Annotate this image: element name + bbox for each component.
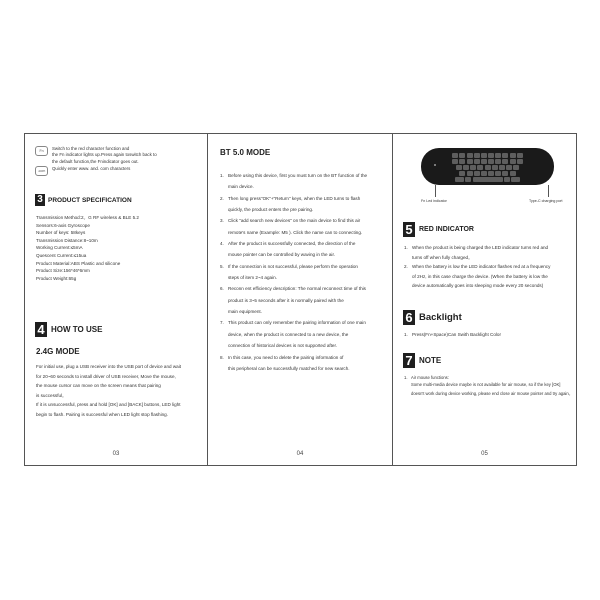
step-item: 5. If the connection is not successful, please perform the operation steps of item 2~4 again. <box>220 263 358 281</box>
callout-fn-led: Fn Led indicator <box>421 199 447 203</box>
howto-line: If it is unsuccessful, press and hold [OK] and [BACK] buttons, LED light <box>36 402 181 407</box>
fn-key-description <box>35 146 208 165</box>
section-title: Backlight <box>419 312 462 323</box>
section-title: NOTE <box>419 356 442 365</box>
page-number: 04 <box>296 451 304 457</box>
spec-item: Quescent Current:≤15ua <box>36 252 87 258</box>
note-heading <box>403 353 441 368</box>
step-item: 6. Reconn ent efficiency description: The normal reconnect time of this product is 3~5 seconds after it is normally paired with the main equipment. <box>220 286 366 315</box>
section-number: 6 <box>403 310 415 325</box>
section-number: 4 <box>35 322 47 337</box>
spec-item: Product Size:156*46*6mm <box>36 268 90 274</box>
bt-steps <box>220 170 386 374</box>
howto-line: is successful。 <box>36 392 67 398</box>
spec-item: Product Weight:65g <box>36 275 77 281</box>
www-key-icon: .com <box>35 166 48 176</box>
step-item: 2. Then long press"OK"+"Return" keys, when the LED turns to flash quickly, the product enters the pre pairing. <box>220 195 361 213</box>
backlight-list <box>404 330 501 340</box>
red-indicator-list <box>404 243 572 291</box>
callout-line-right <box>548 185 549 197</box>
spec-list <box>36 214 139 282</box>
step-item: 7. This product can only remember the pairing information of one main device, when the product is connected to a new device, the connection of historical devices is not supported after. <box>220 320 366 349</box>
red-indicator-heading <box>403 222 474 237</box>
howto-line: For initial use, plug a USB receiver into the USB port of device and wait <box>36 364 182 369</box>
spec-item: Sensors:6-axis Gyroscope <box>36 222 90 228</box>
section-number: 7 <box>403 353 415 368</box>
spec-heading <box>35 194 132 206</box>
spec-item: Transmission Distance:8~10m <box>36 237 98 243</box>
howto-line: the mouse cursor can move on the screen means that pairing <box>36 383 161 388</box>
spec-item: Product Material:ABS Plastic and silicone <box>36 260 121 266</box>
spec-item: Number of keys: 58keys <box>36 230 86 236</box>
manual-spread <box>24 133 577 466</box>
fn-line: the Fn indicator lights up.Press again toswitch back to <box>52 152 157 158</box>
section-title: HOW TO USE <box>51 325 103 334</box>
page-04 <box>208 134 393 465</box>
spec-item: Working Current:≤5mA <box>36 245 83 251</box>
backlight-item: 1. Press(Fn+Space)Can Swith Backlight Color <box>404 332 501 337</box>
red-item: 1. When the product is being charged the LED indicator turns red and turns off when fully charged。 <box>404 245 549 260</box>
page-number: 03 <box>112 451 120 457</box>
step-item: 3. Click "add search new devices" on the main device to find this air remote's name (Example: M5 ). Click the name can to connecting. <box>220 218 363 235</box>
callout-line-left <box>435 185 436 197</box>
step-item: 8. In this case, you need to delete the pairing information of this peripheral can be successfully matched for new search. <box>220 354 350 371</box>
remote-keyboard-image <box>421 148 554 185</box>
section-title: PRODUCT SPECIFICATION <box>48 196 132 204</box>
mode-title: 2.4G MODE <box>36 347 80 356</box>
section-title: RED INDICATOR <box>419 226 474 233</box>
step-item: 4. After the product is successfully connected, the direction of the mouse pointer can be controlled by waving in the air. <box>220 241 356 258</box>
howto-heading <box>35 322 102 337</box>
note-text: 1. Air mouse functions: Some multi-media device maybe is not available for air mouse, so if the key [OK] doesn't work during device working, please end close air mouse pointer and try again。 <box>404 374 573 398</box>
bt-mode-title: BT 5.0 MODE <box>220 148 271 157</box>
howto-text <box>36 362 181 419</box>
step-item: 1. Before using this device, first you must turn on the BT function of the main device. <box>220 173 368 190</box>
howto-line: begin to flash. Pairing is successful when LED light stop flashing. <box>36 411 169 417</box>
keyboard-keys <box>433 153 542 183</box>
red-item: 2. When the battery is low the LED indicator flashes red at a frequency of 2Hz, in this case charge the device. (When the battery is low the device automatically goes into sleeping mode every 20 seconds) <box>404 264 551 288</box>
quick-enter-row <box>35 166 208 176</box>
spec-item: Transmission Method:2。G RF wireless & BLE 5.2 <box>36 215 139 220</box>
quick-enter-text: Quickly enter www. and. com characters <box>52 166 131 172</box>
fn-key-icon: Fn <box>35 146 48 156</box>
fn-line: the default function,the Fnindicator goes out. <box>52 158 139 164</box>
fn-line: Switch to the red character function and <box>52 146 130 151</box>
remote-illustration <box>413 144 563 210</box>
callout-typec-port: Type-C charging port <box>529 199 563 203</box>
fn-led-indicator <box>434 164 436 166</box>
page-number: 05 <box>481 451 488 457</box>
section-number: 5 <box>403 222 415 237</box>
page-05 <box>393 134 576 465</box>
page-03 <box>25 134 208 465</box>
note-line: doesn't work during device working, please end close air mouse pointer and try again。 <box>411 390 573 396</box>
section-number: 3 <box>35 194 45 206</box>
howto-line: for 20~60 seconds to install driver of USB receiver, Move the mouse, <box>36 373 176 379</box>
note-line: Some multi-media device maybe is not available for air mouse, so if the key [OK] <box>411 382 561 387</box>
backlight-heading <box>403 310 462 325</box>
